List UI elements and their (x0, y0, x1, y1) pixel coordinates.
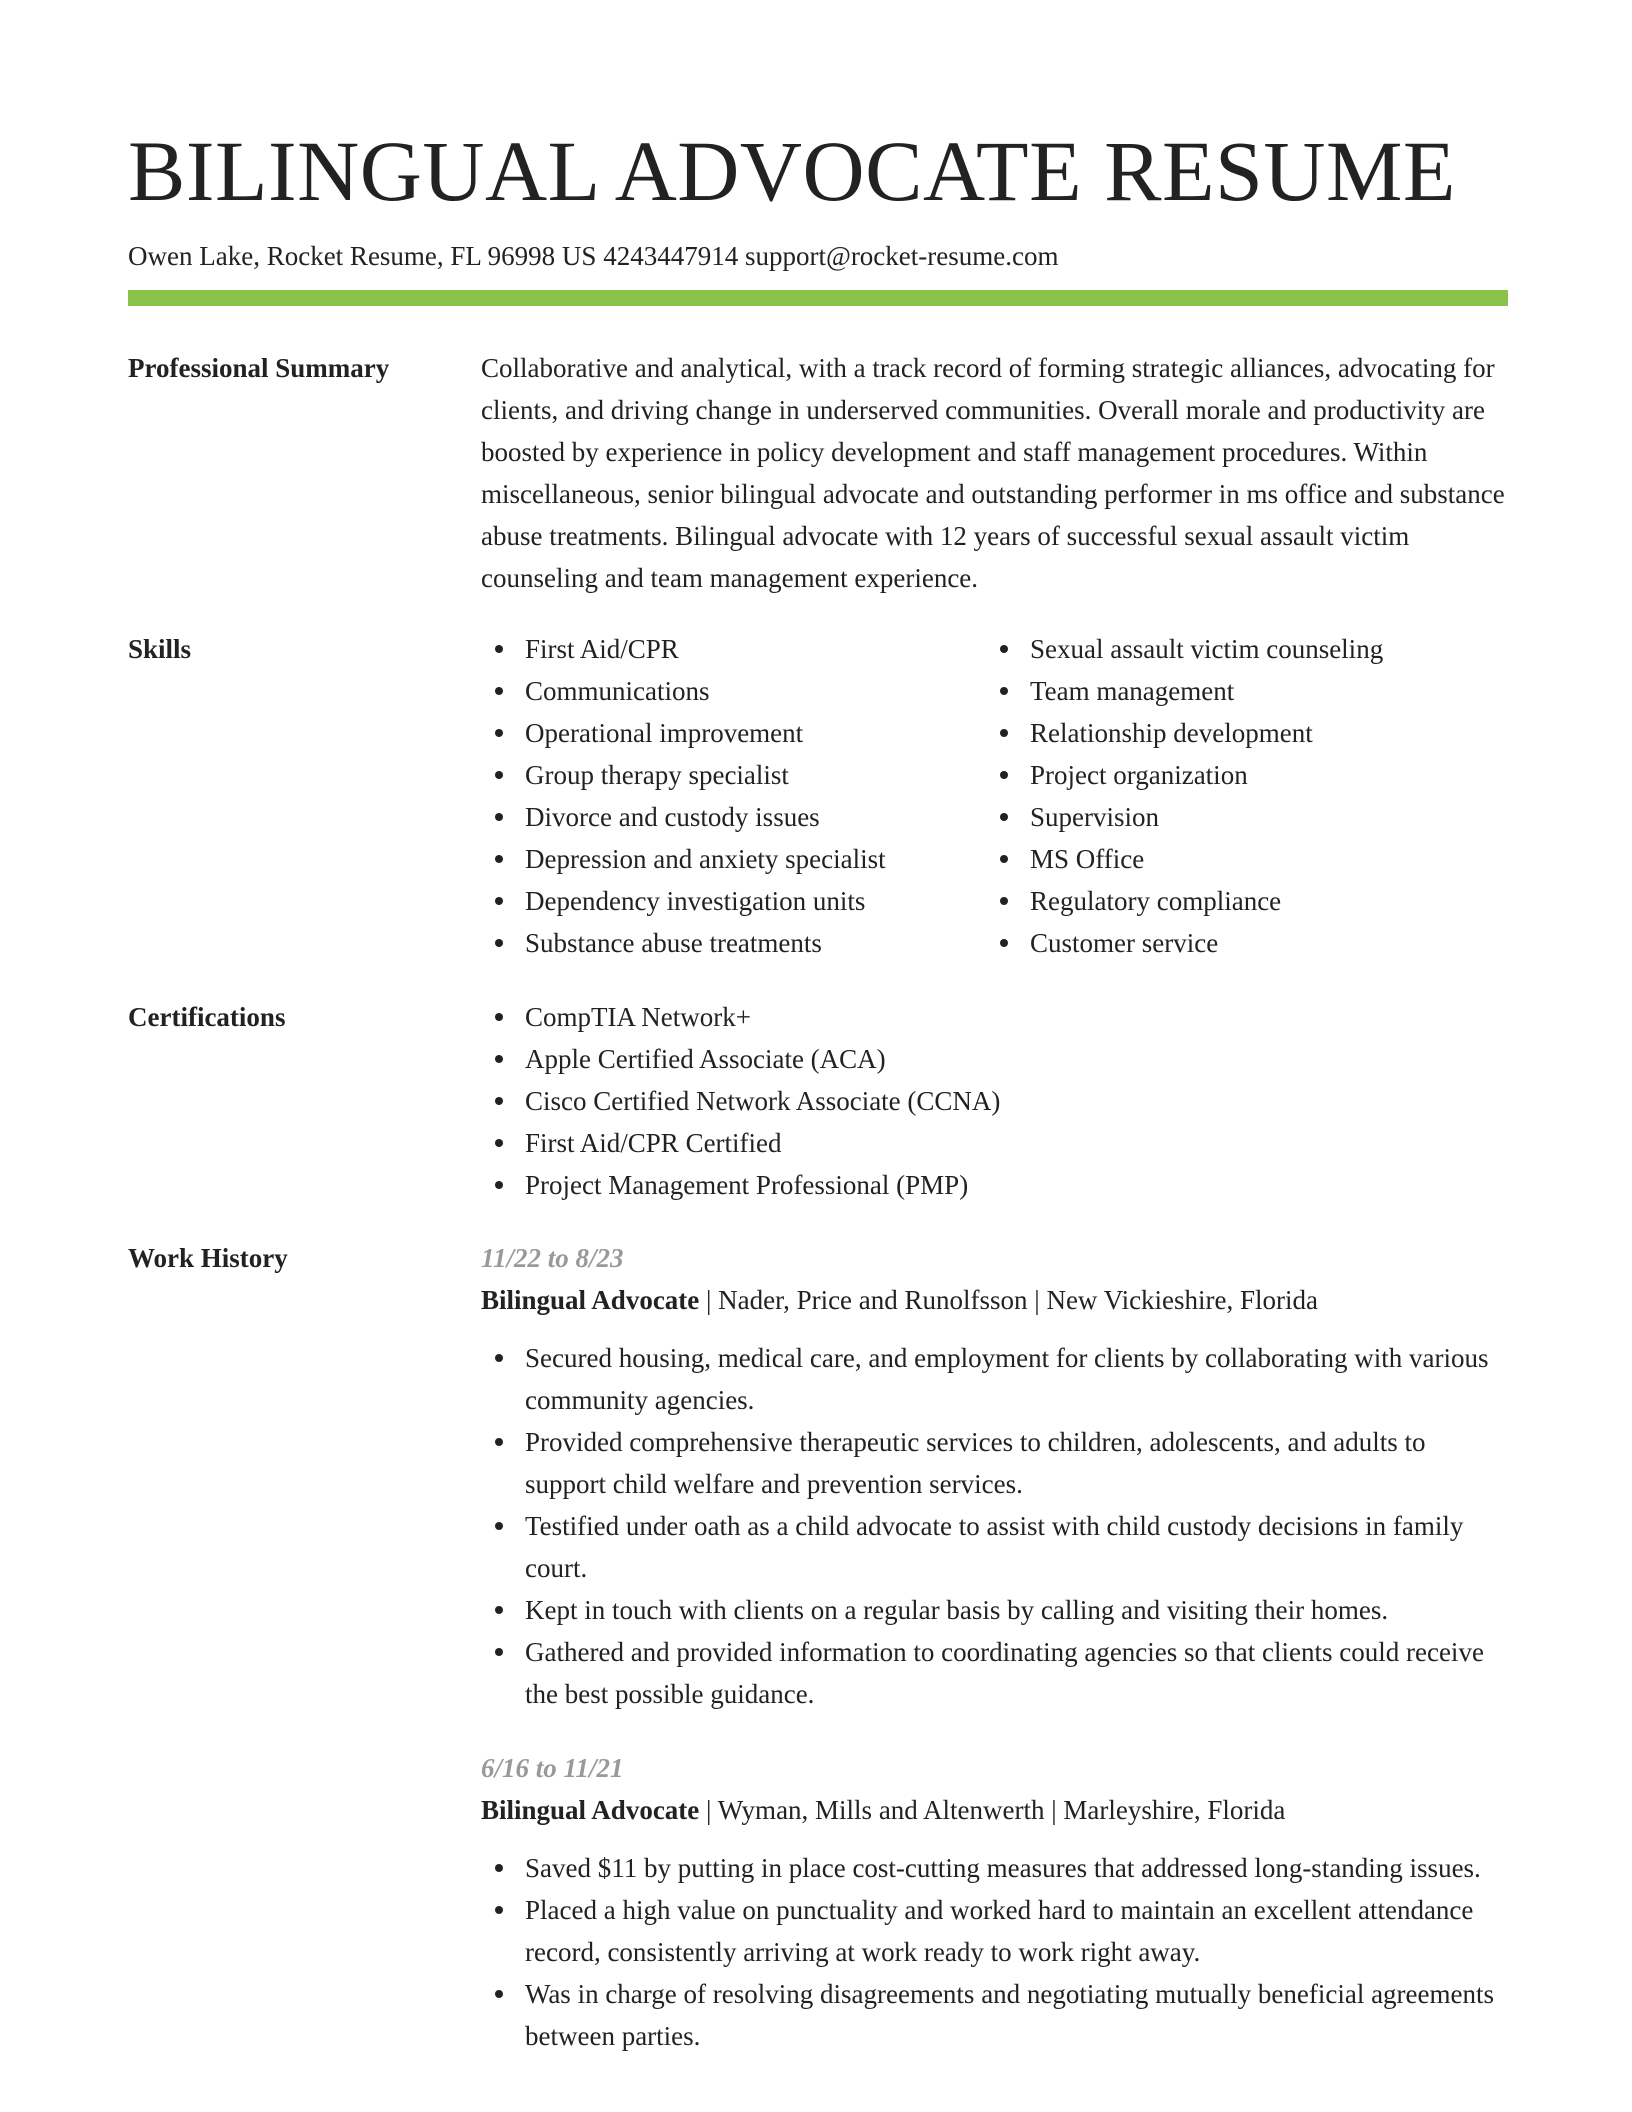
job-bullets (481, 1847, 1508, 2057)
section-label-summary: Professional Summary (128, 353, 390, 383)
job-bullet: Testified under oath as a child advocate to assist with child custody decisions in family court. (481, 1505, 1508, 1589)
skill-item: Supervision (986, 796, 1491, 838)
contact-location: Rocket Resume, FL 96998 US (266, 241, 597, 271)
contact-name: Owen Lake, (128, 241, 260, 271)
job-details: | Wyman, Mills and Altenwerth | Marleyshire, Florida (699, 1795, 1286, 1825)
job-dates: 11/22 to 8/23 (481, 1243, 624, 1273)
skill-item: MS Office (986, 838, 1491, 880)
skill-item: Project organization (986, 754, 1491, 796)
accent-divider (128, 290, 1508, 306)
certification-item: CompTIA Network+ (481, 996, 1508, 1038)
section-label-skills: Skills (128, 634, 192, 664)
job-bullets (481, 1337, 1508, 1715)
job-title: Bilingual Advocate (481, 1795, 700, 1825)
certification-item: Apple Certified Associate (ACA) (481, 1038, 1508, 1080)
work-history-section (128, 1237, 1508, 2057)
contact-line (128, 238, 1508, 274)
section-label-certifications: Certifications (128, 1002, 286, 1032)
job-details: | Nader, Price and Runolfsson | New Vickieshire, Florida (699, 1285, 1319, 1315)
skill-item: Group therapy specialist (481, 754, 986, 796)
job-bullet: Saved $11 by putting in place cost-cutting measures that addressed long-standing issues. (481, 1847, 1508, 1889)
job-bullet: Gathered and provided information to coordinating agencies so that clients could receive the best possible guidance. (481, 1631, 1508, 1715)
resume-title: BILINGUAL ADVOCATE RESUME (128, 123, 1456, 219)
job-entry (481, 1747, 1508, 2057)
skill-item: Depression and anxiety specialist (481, 838, 986, 880)
job-heading (481, 1789, 1508, 1831)
skill-item: Relationship development (986, 712, 1491, 754)
job-bullet: Kept in touch with clients on a regular basis by calling and visiting their homes. (481, 1589, 1508, 1631)
contact-phone: 4243447914 (603, 241, 739, 271)
skills-list-left (481, 628, 986, 964)
skill-item: Divorce and custody issues (481, 796, 986, 838)
job-bullet: Secured housing, medical care, and employment for clients by collaborating with various community agencies. (481, 1337, 1508, 1421)
job-bullet: Placed a high value on punctuality and worked hard to maintain an excellent attendance record, consistently arriving at work ready to work right away. (481, 1889, 1508, 1973)
skill-item: Customer service (986, 922, 1491, 964)
summary-text: Collaborative and analytical, with a track record of forming strategic alliances, advocating for clients, and driving change in underserved communities. Overall morale and productivity are boosted by experience in policy development and staff management procedures. Within miscellaneous, senior bilingual advocate and outstanding performer in ms office and substance abuse treatments. Bilingual advocate with 12 years of successful sexual assault victim counseling and team management experience. (481, 353, 1505, 593)
contact-email: support@rocket-resume.com (744, 241, 1059, 271)
skill-item: First Aid/CPR (481, 628, 986, 670)
certification-item: Cisco Certified Network Associate (CCNA) (481, 1080, 1508, 1122)
skills-section (128, 628, 1508, 964)
job-bullet: Was in charge of resolving disagreements and negotiating mutually beneficial agreements between parties. (481, 1973, 1508, 2057)
skill-item: Sexual assault victim counseling (986, 628, 1491, 670)
skills-list-right (986, 628, 1491, 964)
job-bullet: Provided comprehensive therapeutic services to children, adolescents, and adults to support child welfare and prevention services. (481, 1421, 1508, 1505)
job-heading (481, 1279, 1508, 1321)
skill-item: Team management (986, 670, 1491, 712)
certifications-list (481, 996, 1508, 1206)
certification-item: Project Management Professional (PMP) (481, 1164, 1508, 1206)
job-dates: 6/16 to 11/21 (481, 1753, 624, 1783)
skill-item: Communications (481, 670, 986, 712)
skill-item: Regulatory compliance (986, 880, 1491, 922)
resume-header (128, 116, 1508, 306)
skill-item: Operational improvement (481, 712, 986, 754)
certifications-section (128, 996, 1508, 1206)
section-label-work-history: Work History (128, 1243, 288, 1273)
skill-item: Substance abuse treatments (481, 922, 986, 964)
job-entry (481, 1237, 1508, 1715)
summary-section (128, 347, 1508, 599)
certification-item: First Aid/CPR Certified (481, 1122, 1508, 1164)
skill-item: Dependency investigation units (481, 880, 986, 922)
job-title: Bilingual Advocate (481, 1285, 700, 1315)
